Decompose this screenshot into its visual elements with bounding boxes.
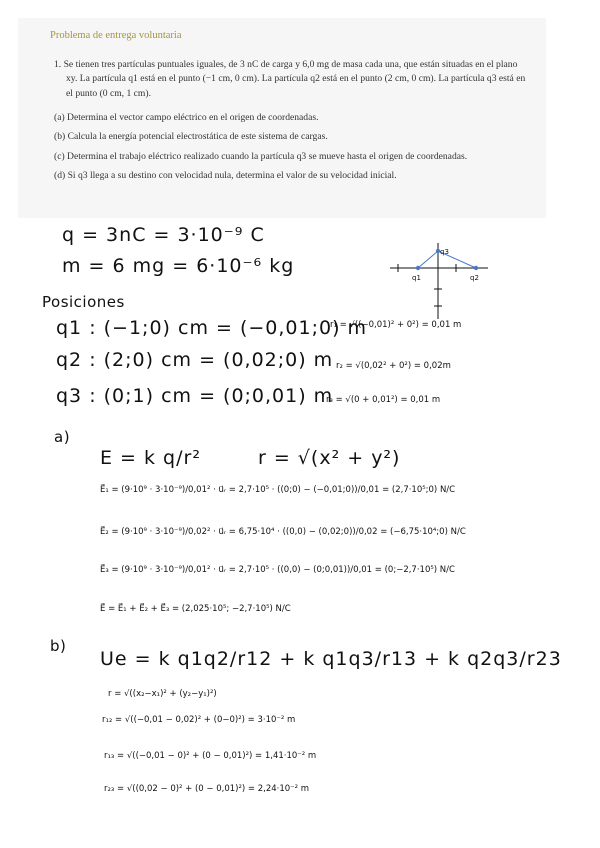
part-b-question: (b) Calcula la energía potencial electrostática de este sistema de cargas. xyxy=(54,131,328,143)
distance-r2: r₂ = √(0,02² + 0²) = 0,02m xyxy=(336,361,451,371)
positions-heading: Posiciones xyxy=(42,293,125,311)
part-a-question: (a) Determina el vector campo eléctrico en el origen de coordenadas. xyxy=(54,111,319,123)
part-c-question: (c) Determina el trabajo eléctrico realizado cuando la partícula q3 se mueve hasta el origen de coordenadas. xyxy=(54,150,468,162)
distance-r13: r₁₃ = √((−0,01 − 0)² + (0 − 0,01)²) = 1,41·10⁻² m xyxy=(104,751,317,761)
problem-title: Problema de entrega voluntaria xyxy=(50,30,182,41)
position-q1: q1 : (−1;0) cm = (−0,01;0) m xyxy=(56,317,368,339)
position-q2: q2 : (2;0) cm = (0,02;0) m xyxy=(56,349,334,371)
problem-parts xyxy=(54,111,526,184)
q1-dot xyxy=(416,266,420,270)
distance-r23: r₂₃ = √((0,02 − 0)² + (0 − 0,01)²) = 2,24·10⁻² m xyxy=(104,784,310,794)
problem-statement: 1. Se tienen tres partículas puntuales iguales, de 3 nC de carga y 6,0 mg de masa cada una, que están situadas en el plano xy. La partícula q1 está en el punto (−1 cm, 0 cm). La partícula q2 está en el punto (2 cm, 0 cm). La partícula q3 está en el punto (0 cm, 1 cm). xyxy=(54,58,526,99)
distance-r12: r₁₂ = √((−0,01 − 0,02)² + (0−0)²) = 3·10⁻² m xyxy=(102,715,296,725)
diagram-label-q1: q1 xyxy=(412,274,421,282)
q2-dot xyxy=(474,266,478,270)
part-a-label: a) xyxy=(54,428,71,446)
diagram-label-q2: q2 xyxy=(470,274,479,282)
field-formula: E = k q/r² xyxy=(100,447,201,469)
mass-value: m = 6 mg = 6·10⁻⁶ kg xyxy=(62,255,295,277)
diagram-label-q3: q3 xyxy=(440,248,449,256)
charge-value: q = 3nC = 3·10⁻⁹ C xyxy=(62,224,265,246)
distance-r1: r₁ = √((−0,01)² + 0²) = 0,01 m xyxy=(330,320,462,330)
q1-q3-link xyxy=(418,251,438,268)
position-q3: q3 : (0;1) cm = (0;0,01) m xyxy=(56,385,334,407)
modulus-formula: r = √(x² + y²) xyxy=(258,447,401,469)
field-total: E⃗ = E⃗₁ + E⃗₂ + E⃗₃ = (2,025·10⁵; −2,7·10⁵) N/C xyxy=(100,604,291,614)
field-e1: E⃗₁ = (9·10⁹ · 3·10⁻⁹)/0,01² · u⃗ᵣ = 2,7·10⁵ · ((0;0) − (−0,01;0))/0,01 = (2,7·10⁵;0) N/C xyxy=(100,485,456,495)
field-e3: E⃗₃ = (9·10⁹ · 3·10⁻⁹)/0,01² · u⃗ᵣ = 2,7·10⁵ · ((0,0) − (0;0,01))/0,01 = (0;−2,7·10⁵) N/C xyxy=(100,565,455,575)
field-e2: E⃗₂ = (9·10⁹ · 3·10⁻⁹)/0,02² · u⃗ᵣ = 6,75·10⁴ · ((0,0) − (0,02;0))/0,02 = (−6,75·10⁴;0) N/C xyxy=(100,527,466,537)
part-d-question: (d) Si q3 llega a su destino con velocidad nula, determina el valor de su velocidad inicial. xyxy=(54,170,397,182)
potential-energy-formula: Ue = k q1q2/r12 + k q1q3/r13 + k q2q3/r23 xyxy=(100,648,562,670)
distance-r3: r₃ = √(0 + 0,01²) = 0,01 m xyxy=(326,395,441,405)
part-b-label: b) xyxy=(50,637,67,655)
distance-formula: r = √((x₂−x₁)² + (y₂−y₁)²) xyxy=(108,689,217,699)
printed-problem-box xyxy=(18,18,546,218)
